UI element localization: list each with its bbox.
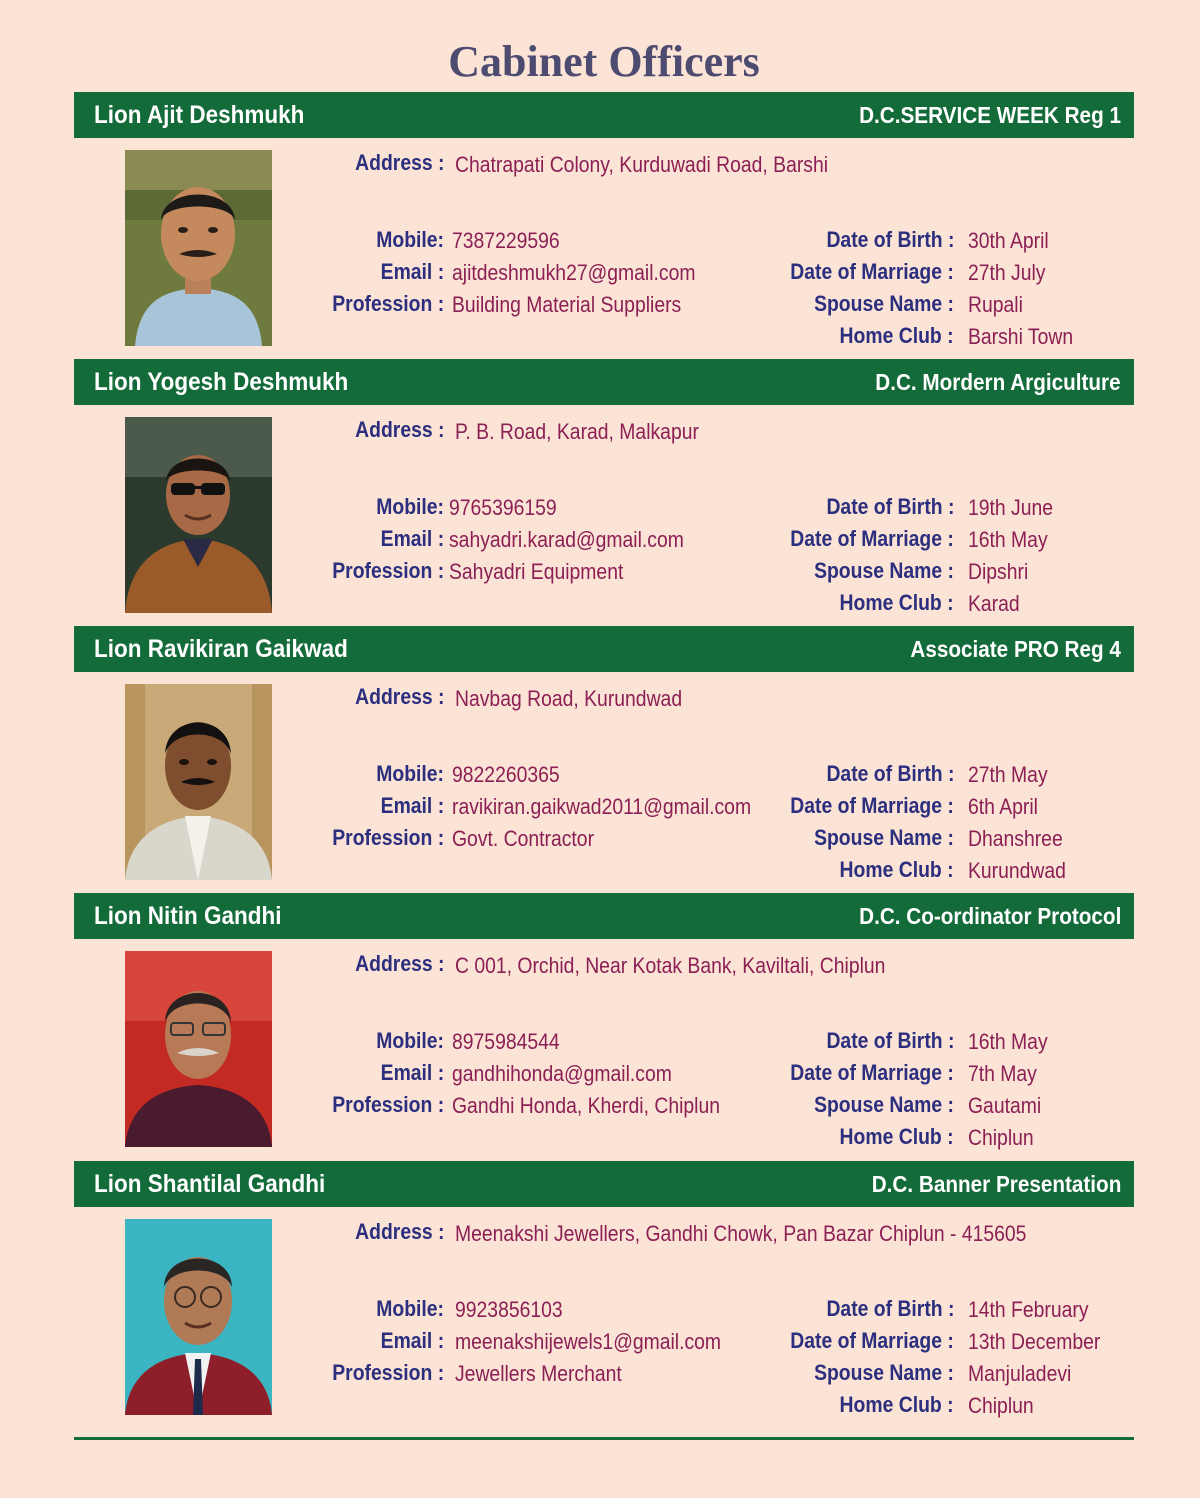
dob-value: 16th May — [968, 1029, 1048, 1054]
officer-header-bar — [74, 359, 1134, 405]
spouse-value: Dhanshree — [968, 826, 1063, 851]
club-value: Chiplun — [968, 1125, 1034, 1150]
address-label: Address : — [354, 150, 444, 175]
officer-card — [74, 1161, 1134, 1428]
club-label: Home Club : — [839, 590, 954, 615]
email-label: Email : — [380, 793, 444, 818]
mobile-value: 9822260365 — [452, 762, 560, 787]
officer-role: D.C.SERVICE WEEK Reg 1 — [859, 102, 1121, 128]
mobile-value: 7387229596 — [452, 228, 560, 253]
dob-label: Date of Birth : — [826, 1296, 954, 1321]
club-label: Home Club : — [839, 323, 954, 348]
officer-header-bar — [74, 893, 1134, 939]
officer-name: Lion Yogesh Deshmukh — [94, 368, 349, 396]
officer-photo — [125, 1219, 272, 1415]
profession-value: Gandhi Honda, Kherdi, Chiplun — [452, 1093, 720, 1118]
email-label: Email : — [380, 259, 444, 284]
officer-header-bar — [74, 1161, 1134, 1207]
profession-label: Profession : — [332, 558, 444, 583]
dom-label: Date of Marriage : — [790, 526, 954, 551]
officer-card — [74, 359, 1134, 626]
officer-photo — [125, 150, 272, 346]
dob-value: 19th June — [968, 495, 1054, 520]
mobile-label: Mobile: — [376, 1296, 444, 1321]
address-label: Address : — [354, 951, 444, 976]
dom-value: 16th May — [968, 527, 1048, 552]
dom-label: Date of Marriage : — [790, 1060, 954, 1085]
dom-value: 6th April — [968, 794, 1038, 819]
address-label: Address : — [354, 1219, 444, 1244]
officer-card — [74, 893, 1134, 1160]
spouse-value: Manjuladevi — [968, 1361, 1072, 1386]
officer-card — [74, 626, 1134, 893]
mobile-label: Mobile: — [376, 227, 444, 252]
spouse-value: Dipshri — [968, 559, 1029, 584]
dom-value: 27th July — [968, 260, 1046, 285]
email-label: Email : — [380, 1328, 444, 1353]
profession-value: Building Material Suppliers — [452, 292, 682, 317]
address-value: Meenakshi Jewellers, Gandhi Chowk, Pan Bazar Chiplun - 415605 — [455, 1221, 1027, 1246]
address-label: Address : — [354, 684, 444, 709]
email-label: Email : — [380, 1060, 444, 1085]
officer-role: D.C. Mordern Argiculture — [875, 369, 1121, 395]
profession-value: Jewellers Merchant — [455, 1361, 622, 1386]
bottom-divider — [74, 1437, 1134, 1440]
email-value: meenakshijewels1@gmail.com — [455, 1329, 722, 1354]
profession-label: Profession : — [332, 1360, 444, 1385]
dob-value: 14th February — [968, 1297, 1089, 1322]
officer-role: Associate PRO Reg 4 — [910, 636, 1121, 662]
address-value: Navbag Road, Kurundwad — [455, 686, 683, 711]
mobile-value: 9765396159 — [449, 495, 557, 520]
officer-name: Lion Ravikiran Gaikwad — [94, 635, 348, 663]
spouse-label: Spouse Name : — [814, 1092, 954, 1117]
dob-label: Date of Birth : — [826, 761, 954, 786]
dob-label: Date of Birth : — [826, 494, 954, 519]
officer-header-bar — [74, 92, 1134, 138]
club-value: Chiplun — [968, 1393, 1034, 1418]
profession-value: Govt. Contractor — [452, 826, 595, 851]
dom-label: Date of Marriage : — [790, 1328, 954, 1353]
spouse-label: Spouse Name : — [814, 1360, 954, 1385]
mobile-value: 8975984544 — [452, 1029, 560, 1054]
officer-role: D.C. Banner Presentation — [871, 1171, 1121, 1197]
mobile-label: Mobile: — [376, 761, 444, 786]
email-label: Email : — [380, 526, 444, 551]
dom-label: Date of Marriage : — [790, 259, 954, 284]
mobile-value: 9923856103 — [455, 1297, 563, 1322]
profession-label: Profession : — [332, 291, 444, 316]
profession-label: Profession : — [332, 825, 444, 850]
address-value: C 001, Orchid, Near Kotak Bank, Kaviltali, Chiplun — [455, 953, 886, 978]
address-value: Chatrapati Colony, Kurduwadi Road, Barshi — [455, 152, 829, 177]
officer-card — [74, 92, 1134, 359]
spouse-label: Spouse Name : — [814, 291, 954, 316]
spouse-value: Gautami — [968, 1093, 1042, 1118]
dom-label: Date of Marriage : — [790, 793, 954, 818]
club-label: Home Club : — [839, 1392, 954, 1417]
spouse-label: Spouse Name : — [814, 558, 954, 583]
club-label: Home Club : — [839, 1124, 954, 1149]
officer-name: Lion Nitin Gandhi — [94, 902, 282, 930]
officer-header-bar — [74, 626, 1134, 672]
email-value: sahyadri.karad@gmail.com — [449, 527, 684, 552]
email-value: ajitdeshmukh27@gmail.com — [452, 260, 696, 285]
address-label: Address : — [354, 417, 444, 442]
officer-photo — [125, 951, 272, 1147]
address-value: P. B. Road, Karad, Malkapur — [455, 419, 699, 444]
officer-photo — [125, 684, 272, 880]
officer-photo — [125, 417, 272, 613]
page-title: Cabinet Officers — [448, 37, 760, 86]
club-value: Barshi Town — [968, 324, 1074, 349]
club-value: Kurundwad — [968, 858, 1066, 883]
club-label: Home Club : — [839, 857, 954, 882]
email-value: gandhihonda@gmail.com — [452, 1061, 672, 1086]
mobile-label: Mobile: — [376, 494, 444, 519]
officer-name: Lion Ajit Deshmukh — [94, 101, 305, 129]
dob-value: 27th May — [968, 762, 1048, 787]
spouse-value: Rupali — [968, 292, 1023, 317]
email-value: ravikiran.gaikwad2011@gmail.com — [452, 794, 752, 819]
dob-label: Date of Birth : — [826, 1028, 954, 1053]
dob-value: 30th April — [968, 228, 1049, 253]
officer-name: Lion Shantilal Gandhi — [94, 1170, 326, 1198]
profession-label: Profession : — [332, 1092, 444, 1117]
dom-value: 7th May — [968, 1061, 1037, 1086]
officer-role: D.C. Co-ordinator Protocol — [858, 903, 1121, 929]
profession-value: Sahyadri Equipment — [449, 559, 624, 584]
spouse-label: Spouse Name : — [814, 825, 954, 850]
dob-label: Date of Birth : — [826, 227, 954, 252]
dom-value: 13th December — [968, 1329, 1101, 1354]
mobile-label: Mobile: — [376, 1028, 444, 1053]
club-value: Karad — [968, 591, 1020, 616]
